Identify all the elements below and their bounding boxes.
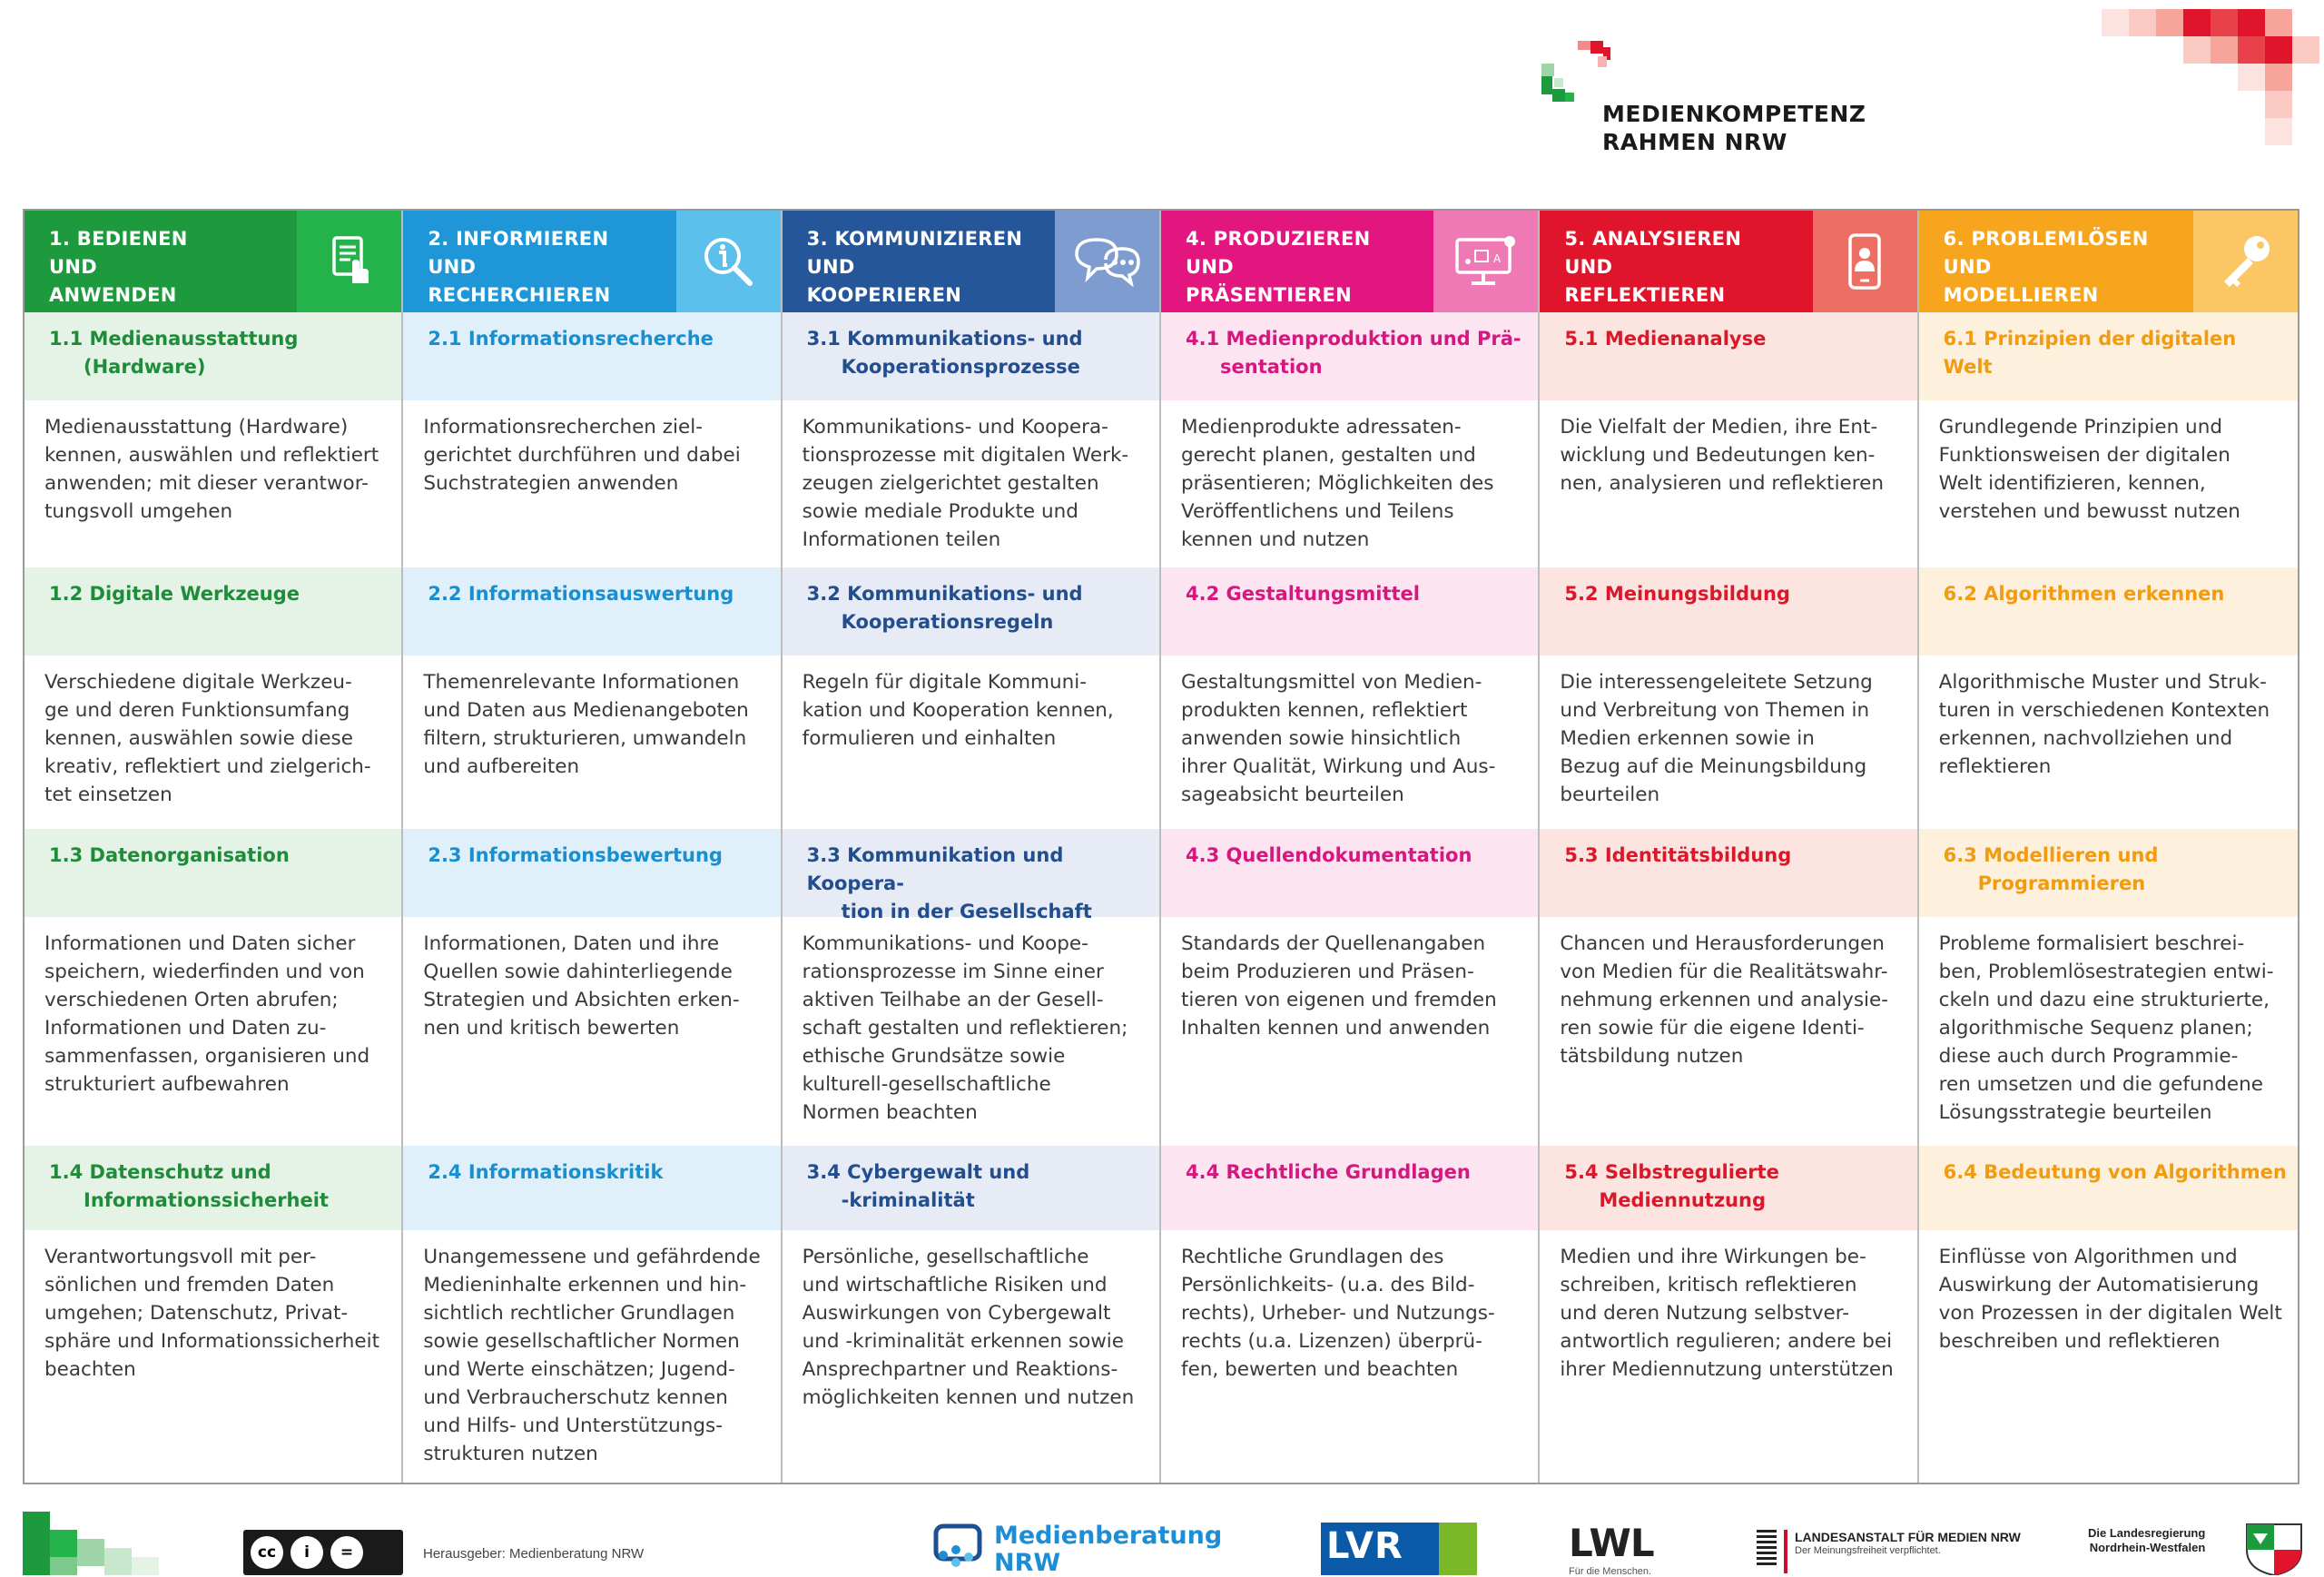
- competence-description: [25, 655, 403, 829]
- competence-title: [1161, 829, 1540, 917]
- competence-description-line: Bezug auf die Meinungsbildung: [1560, 755, 1867, 778]
- column-header-title: [403, 211, 675, 312]
- competence-description-line: turen in verschiedenen Kontexten: [1938, 699, 2270, 722]
- competence-description: [25, 917, 403, 1146]
- competence-description-line: reflektieren: [1938, 755, 2052, 778]
- competence-description: [783, 1230, 1161, 1483]
- competence-description-line: kennen, auswählen sowie diese: [44, 727, 353, 750]
- competence-description: [403, 1230, 782, 1483]
- corner-pixel-decoration: [2102, 9, 2324, 154]
- competence-description-line: Rechtliche Grundlagen des: [1181, 1246, 1444, 1268]
- competence-description: [25, 1230, 403, 1483]
- competence-description: [403, 655, 782, 829]
- column-header-line: MODELLIEREN: [1943, 284, 2099, 306]
- competence-description-line: verschiedenen Orten abrufen;: [44, 989, 339, 1011]
- column-header-line: 2. INFORMIEREN: [428, 228, 609, 250]
- competence-title: [783, 567, 1161, 655]
- competence-description-line: Chancen und Herausforderungen: [1560, 932, 1885, 955]
- column-header-line: UND: [806, 256, 855, 278]
- tablet-touch-icon: [297, 211, 401, 312]
- competence-title: [1540, 1146, 1918, 1230]
- competence-title: [25, 829, 403, 917]
- competence-title-line: 4.3 Quellendokumentation: [1186, 844, 1472, 866]
- footer: [0, 1503, 2324, 1575]
- competence-description-line: sowie gesellschaftlicher Normen: [423, 1330, 740, 1353]
- competence-title-line: 2.4 Informationskritik: [428, 1161, 664, 1183]
- competence-title-line: Kooperationsprozesse: [841, 356, 1080, 378]
- competence-description-line: sammenfassen, organisieren und: [44, 1045, 370, 1068]
- competence-title-line: -kriminalität: [841, 1189, 975, 1211]
- lfm-title: LANDESANSTALT FÜR MEDIEN NRW: [1795, 1530, 2021, 1544]
- competence-title: [1540, 829, 1918, 917]
- competence-title-line: sentation: [1220, 356, 1323, 378]
- competence-description-line: Funktionsweisen der digitalen: [1938, 444, 2230, 467]
- chat-bubbles-icon: [1055, 211, 1159, 312]
- competence-description: [783, 917, 1161, 1146]
- competence-description-line: Quellen sowie dahinterliegende: [423, 961, 733, 983]
- column-header-title: [1161, 211, 1433, 312]
- competence-title: [1161, 567, 1540, 655]
- competence-description-line: Strategien und Absichten erken-: [423, 989, 740, 1011]
- competence-description-line: schaft gestalten und reflektieren;: [802, 1017, 1128, 1040]
- competence-description-line: algorithmische Sequenz planen;: [1938, 1017, 2253, 1040]
- competence-description-line: kation und Kooperation kennen,: [802, 699, 1114, 722]
- competence-title-line: Informationssicherheit: [84, 1189, 329, 1211]
- competence-title-line: 1.3 Datenorganisation: [49, 844, 290, 866]
- competence-description: [1540, 400, 1918, 567]
- competence-description-line: Medien und ihre Wirkungen be-: [1560, 1246, 1866, 1268]
- competence-description-line: sönlichen und fremden Daten: [44, 1274, 335, 1296]
- competence-description-line: nehmung erkennen und analysie-: [1560, 989, 1888, 1011]
- competence-description-line: rationsprozesse im Sinne einer: [802, 961, 1104, 983]
- competence-description-line: und Hilfs- und Unterstützungs-: [423, 1414, 723, 1437]
- column-header-line: UND: [1564, 256, 1613, 278]
- column-header-line: 1. BEDIENEN: [49, 228, 188, 250]
- competence-title-line: 3.1 Kommunikations- und: [806, 328, 1083, 350]
- column-header-line: 4. PRODUZIEREN: [1186, 228, 1371, 250]
- competence-description: [1540, 917, 1918, 1146]
- competence-title: [783, 1146, 1161, 1230]
- lfm-subtitle: Der Meinungsfreiheit verpflichtet.: [1795, 1545, 1941, 1556]
- column-header-line: RECHERCHIEREN: [428, 284, 611, 306]
- column-header-line: KOOPERIEREN: [806, 284, 962, 306]
- competence-description-line: Kommunikations- und Koopera-: [802, 416, 1108, 439]
- column-header-4: [1161, 211, 1540, 312]
- competence-description: [25, 400, 403, 567]
- lfm-bars-icon: [1757, 1530, 1777, 1568]
- competence-description-line: und Werte einschätzen; Jugend-: [423, 1358, 735, 1381]
- competence-description-line: beim Produzieren und Präsen-: [1181, 961, 1474, 983]
- competence-title: [1919, 567, 2298, 655]
- competence-description: [783, 655, 1161, 829]
- competence-description-line: Medien erkennen sowie in: [1560, 727, 1815, 750]
- info-search-icon: [676, 211, 781, 312]
- competence-title: [25, 1146, 403, 1230]
- competence-title-line: 6.2 Algorithmen erkennen: [1943, 583, 2225, 605]
- column-header-line: UND: [1186, 256, 1234, 278]
- competence-title-line: (Hardware): [84, 356, 206, 378]
- competence-description-line: strukturen nutzen: [423, 1443, 598, 1465]
- competence-title-line: 4.2 Gestaltungsmittel: [1186, 583, 1420, 605]
- competence-title: [1161, 312, 1540, 400]
- column-header-title: [1540, 211, 1812, 312]
- competence-description-line: anwenden sowie hinsichtlich: [1181, 727, 1462, 750]
- lvr-logo: [1321, 1523, 1477, 1575]
- competence-description-line: Grundlegende Prinzipien und: [1938, 416, 2222, 439]
- competence-description-line: und wirtschaftliche Risiken und: [802, 1274, 1108, 1296]
- competence-description-line: anwenden; mit dieser verantwor-: [44, 472, 369, 495]
- competence-description-line: aktiven Teilhabe an der Gesell-: [802, 989, 1104, 1011]
- competence-description-line: beurteilen: [1560, 784, 1660, 806]
- column-header-1: [25, 211, 403, 312]
- competence-title-line: 4.1 Medienproduktion und Prä-: [1186, 328, 1521, 350]
- competence-title-line: Kooperationsregeln: [841, 611, 1054, 633]
- competence-description-line: Suchstrategien anwenden: [423, 472, 679, 495]
- competence-description-line: nen, analysieren und reflektieren: [1560, 472, 1885, 495]
- competence-title-line: 1.2 Digitale Werkzeuge: [49, 583, 300, 605]
- cc-license-badge[interactable]: [243, 1530, 403, 1575]
- competence-description-line: und deren Nutzung selbstver-: [1560, 1302, 1850, 1325]
- competence-description-line: kreativ, reflektiert und zielgerich-: [44, 755, 371, 778]
- competence-title-line: 6.3 Modellieren und: [1943, 844, 2159, 866]
- competence-description-line: Kommunikations- und Koope-: [802, 932, 1088, 955]
- competence-description-line: verstehen und bewusst nutzen: [1938, 500, 2240, 523]
- competence-description-line: tieren von eigenen und fremden: [1181, 989, 1497, 1011]
- competence-title: [1161, 1146, 1540, 1230]
- competence-title: [25, 312, 403, 400]
- competence-description-line: rechts), Urheber- und Nutzungs-: [1181, 1302, 1495, 1325]
- competence-description-line: sageabsicht beurteilen: [1181, 784, 1404, 806]
- competence-description-line: und Verbreitung von Themen in: [1560, 699, 1870, 722]
- column-header-line: PRÄSENTIEREN: [1186, 284, 1353, 306]
- competence-description: [783, 400, 1161, 567]
- lfm-red-bar: [1784, 1530, 1787, 1573]
- cc-by-icon: i: [290, 1536, 323, 1569]
- competence-description-line: kulturell-gesellschaftliche: [802, 1073, 1051, 1096]
- competence-description-line: Unangemessene und gefährdende: [423, 1246, 761, 1268]
- competence-description-line: präsentieren; Möglichkeiten des: [1181, 472, 1494, 495]
- competence-title-line: 5.2 Meinungsbildung: [1564, 583, 1790, 605]
- competence-description-line: Verschiedene digitale Werkzeu-: [44, 671, 352, 694]
- competence-description-line: sichtlich rechtlicher Grundlagen: [423, 1302, 735, 1325]
- medienberatung-logo: [931, 1523, 1222, 1577]
- competence-description: [1161, 1230, 1540, 1483]
- medienberatung-line2: NRW: [994, 1549, 1061, 1577]
- competence-description-line: Inhalten kennen und anwenden: [1181, 1017, 1491, 1040]
- medienberatung-dots-icon: [931, 1523, 985, 1572]
- competence-description-line: kennen und nutzen: [1181, 528, 1370, 551]
- competence-description-line: gerichtet durchführen und dabei: [423, 444, 741, 467]
- competence-description-line: Informationen und Daten zu-: [44, 1017, 327, 1040]
- competence-description-line: Informationsrecherchen ziel-: [423, 416, 703, 439]
- competence-description-line: ge und deren Funktionsumfang: [44, 699, 350, 722]
- competence-title: [1919, 312, 2298, 400]
- competence-title: [403, 829, 782, 917]
- competence-description-line: beachten: [44, 1358, 136, 1381]
- competence-description-line: Verantwortungsvoll mit per-: [44, 1246, 317, 1268]
- column-header-line: 3. KOMMUNIZIEREN: [806, 228, 1023, 250]
- brand-title-line1: MEDIENKOMPETENZ: [1602, 101, 1866, 127]
- competence-description: [1919, 917, 2298, 1146]
- competence-description-line: Gestaltungsmittel von Medien-: [1181, 671, 1482, 694]
- column-header-title: [1919, 211, 2193, 312]
- competence-description-line: und Daten aus Medienangeboten: [423, 699, 749, 722]
- competence-description-line: und -kriminalität erkennen sowie: [802, 1330, 1125, 1353]
- presentation-screen-icon: [1433, 211, 1538, 312]
- competence-description-line: tätsbildung nutzen: [1560, 1045, 1744, 1068]
- column-header-line: 6. PROBLEMLÖSEN: [1943, 228, 2149, 250]
- smartphone-person-icon: [1813, 211, 1917, 312]
- competence-title: [403, 312, 782, 400]
- svg-text:A: A: [1492, 252, 1502, 265]
- lwl-subtitle: Für die Menschen.: [1569, 1566, 1652, 1577]
- competence-title-line: 3.4 Cybergewalt und: [806, 1161, 1030, 1183]
- brand-title: [1602, 100, 1866, 156]
- competence-title-line: 3.3 Kommunikation und Koopera-: [806, 844, 1064, 894]
- competence-description-line: ben, Problemlösestrategien entwi-: [1938, 961, 2274, 983]
- column-header-line: 5. ANALYSIEREN: [1564, 228, 1742, 250]
- competence-description-line: Persönliche, gesellschaftliche: [802, 1246, 1089, 1268]
- competence-description-line: fen, bewerten und beachten: [1181, 1358, 1459, 1381]
- competence-description-line: ihrer Qualität, Wirkung und Aus-: [1181, 755, 1496, 778]
- competence-title: [1540, 312, 1918, 400]
- medienberatung-line1: Medienberatung: [994, 1522, 1223, 1550]
- competence-description: [403, 917, 782, 1146]
- competence-description-line: Medieninhalte erkennen und hin-: [423, 1274, 747, 1296]
- competence-title: [25, 567, 403, 655]
- competence-description: [1919, 400, 2298, 567]
- competence-description-line: Medienprodukte adressaten-: [1181, 416, 1462, 439]
- competence-description-line: sphäre und Informationssicherheit: [44, 1330, 380, 1353]
- competence-title-line: 2.3 Informationsbewertung: [428, 844, 723, 866]
- competence-description-line: antwortlich regulieren; andere bei: [1560, 1330, 1893, 1353]
- competence-description-line: strukturiert aufbewahren: [44, 1073, 290, 1096]
- competence-title-line: 1.4 Datenschutz und: [49, 1161, 271, 1183]
- competence-description-line: formulieren und einhalten: [802, 727, 1057, 750]
- competence-description: [1540, 655, 1918, 829]
- competence-title-line: 3.2 Kommunikations- und: [806, 583, 1083, 605]
- competence-title-line: Mediennutzung: [1599, 1189, 1766, 1211]
- nrw-line1: Die Landesregierung: [2088, 1526, 2206, 1540]
- competence-description-line: und Verbraucherschutz kennen: [423, 1386, 728, 1409]
- competence-grid: [23, 209, 2299, 1484]
- competence-title-line: 2.2 Informationsauswertung: [428, 583, 734, 605]
- competence-title: [1540, 567, 1918, 655]
- competence-description-line: Ansprechpartner und Reaktions-: [802, 1358, 1118, 1381]
- competence-title-line: 2.1 Informationsrecherche: [428, 328, 714, 350]
- competence-description-line: möglichkeiten kennen und nutzen: [802, 1386, 1135, 1409]
- competence-description-line: Veröffentlichens und Teilens: [1181, 500, 1454, 523]
- competence-description: [1540, 1230, 1918, 1483]
- lfm-logo: [1757, 1530, 2021, 1573]
- lvr-text: LVR: [1326, 1525, 1403, 1567]
- publisher-text: Herausgeber: Medienberatung NRW: [423, 1546, 645, 1562]
- competence-description-line: Regeln für digitale Kommuni-: [802, 671, 1087, 694]
- competence-description-line: rechts (u.a. Lizenzen) überprü-: [1181, 1330, 1482, 1353]
- competence-title-line: 6.4 Bedeutung von Algorithmen: [1943, 1161, 2287, 1183]
- competence-title-line: 1.1 Medienausstattung: [49, 328, 299, 350]
- competence-description-line: Standards der Quellenangaben: [1181, 932, 1486, 955]
- competence-description-line: Medienausstattung (Hardware): [44, 416, 349, 439]
- cc-icon: cc: [251, 1536, 283, 1569]
- lvr-green-mark: [1439, 1523, 1477, 1575]
- competence-title-line: 4.4 Rechtliche Grundlagen: [1186, 1161, 1471, 1183]
- competence-title-line: 5.4 Selbstregulierte: [1564, 1161, 1779, 1183]
- competence-description-line: Einflüsse von Algorithmen und: [1938, 1246, 2238, 1268]
- competence-description: [403, 400, 782, 567]
- cc-nd-icon: =: [330, 1536, 363, 1569]
- competence-description-line: Auswirkung der Automatisierung: [1938, 1274, 2260, 1296]
- competence-description-line: ren umsetzen und die gefundene: [1938, 1073, 2263, 1096]
- competence-description: [1919, 655, 2298, 829]
- column-header-5: [1540, 211, 1918, 312]
- competence-description-line: Algorithmische Muster und Struk-: [1938, 671, 2267, 694]
- competence-description-line: tungsvoll umgehen: [44, 500, 233, 523]
- competence-description-line: diese auch durch Programmie-: [1938, 1045, 2239, 1068]
- competence-description-line: tet einsetzen: [44, 784, 172, 806]
- competence-description: [1161, 400, 1540, 567]
- competence-description-line: Lösungsstrategie beurteilen: [1938, 1101, 2212, 1124]
- column-header-line: UND: [49, 256, 97, 278]
- brand-title-line2: RAHMEN NRW: [1602, 129, 1787, 155]
- competence-description-line: Informationen teilen: [802, 528, 1001, 551]
- competence-description-line: ren sowie für die eigene Identi-: [1560, 1017, 1865, 1040]
- competence-description-line: Probleme formalisiert beschrei-: [1938, 932, 2245, 955]
- competence-title-line: 5.3 Identitätsbildung: [1564, 844, 1792, 866]
- competence-description-line: Informationen und Daten sicher: [44, 932, 356, 955]
- competence-description-line: gerecht planen, gestalten und: [1181, 444, 1476, 467]
- competence-title: [403, 1146, 782, 1230]
- competence-title: [1919, 1146, 2298, 1230]
- competence-description-line: ckeln und dazu eine strukturierte,: [1938, 989, 2270, 1011]
- key-icon: [2193, 211, 2298, 312]
- competence-description-line: umgehen; Datenschutz, Privat-: [44, 1302, 349, 1325]
- competence-description-line: von Medien für die Realitätswahr-: [1560, 961, 1888, 983]
- competence-description-line: tionsprozesse mit digitalen Werk-: [802, 444, 1129, 467]
- competence-description-line: Persönlichkeits- (u.a. des Bild-: [1181, 1274, 1475, 1296]
- column-header-line: UND: [1943, 256, 1992, 278]
- competence-description-line: zeugen zielgerichtet gestalten: [802, 472, 1099, 495]
- competence-description-line: Die interessengeleitete Setzung: [1560, 671, 1873, 694]
- competence-title-line: tion in der Gesellschaft: [841, 901, 1092, 922]
- competence-description-line: Informationen, Daten und ihre: [423, 932, 720, 955]
- column-header-line: ANWENDEN: [49, 284, 177, 306]
- column-header-3: [783, 211, 1161, 312]
- competence-description-line: nen und kritisch bewerten: [423, 1017, 680, 1040]
- competence-description-line: ihrer Mediennutzung unterstützen: [1560, 1358, 1894, 1381]
- competence-description-line: filtern, strukturieren, umwandeln: [423, 727, 747, 750]
- competence-description-line: und aufbereiten: [423, 755, 580, 778]
- competence-description-line: wicklung und Bedeutungen ken-: [1560, 444, 1876, 467]
- column-header-2: [403, 211, 782, 312]
- competence-title: [783, 312, 1161, 400]
- competence-description-line: Normen beachten: [802, 1101, 978, 1124]
- column-header-6: [1919, 211, 2298, 312]
- competence-description: [1161, 917, 1540, 1146]
- competence-description-line: schreiben, kritisch reflektieren: [1560, 1274, 1857, 1296]
- column-header-title: [783, 211, 1055, 312]
- competence-title-line: Programmieren: [1977, 872, 2146, 894]
- competence-title: [403, 567, 782, 655]
- column-header-line: UND: [428, 256, 477, 278]
- column-header-line: REFLEKTIEREN: [1564, 284, 1726, 306]
- competence-description-line: kennen, auswählen und reflektiert: [44, 444, 379, 467]
- competence-description-line: Themenrelevante Informationen: [423, 671, 740, 694]
- competence-description-line: erkennen, nachvollziehen und: [1938, 727, 2233, 750]
- competence-description-line: sowie mediale Produkte und: [802, 500, 1078, 523]
- competence-description-line: von Prozessen in der digitalen Welt: [1938, 1302, 2282, 1325]
- competence-title-line: 6.1 Prinzipien der digitalen Welt: [1943, 328, 2237, 378]
- competence-description-line: Die Vielfalt der Medien, ihre Ent-: [1560, 416, 1878, 439]
- competence-description: [1919, 1230, 2298, 1483]
- competence-description-line: Auswirkungen von Cybergewalt: [802, 1302, 1111, 1325]
- competence-description-line: speichern, wiederfinden und von: [44, 961, 365, 983]
- competence-title-line: 5.1 Medienanalyse: [1564, 328, 1767, 350]
- competence-description-line: ethische Grundsätze sowie: [802, 1045, 1066, 1068]
- lwl-logo: LWL: [1569, 1521, 1654, 1565]
- nrw-crest-icon: [2242, 1523, 2306, 1575]
- competence-description-line: produkten kennen, reflektiert: [1181, 699, 1468, 722]
- competence-title: [1919, 829, 2298, 917]
- competence-description: [1161, 655, 1540, 829]
- competence-title: [783, 829, 1161, 922]
- competence-description-line: beschreiben und reflektieren: [1938, 1330, 2221, 1353]
- competence-description-line: Welt identifizieren, kennen,: [1938, 472, 2206, 495]
- nrw-government-text: [2088, 1526, 2205, 1555]
- nrw-line2: Nordrhein-Westfalen: [2089, 1541, 2206, 1554]
- column-header-title: [25, 211, 297, 312]
- footer-pixel-decoration: [23, 1512, 231, 1575]
